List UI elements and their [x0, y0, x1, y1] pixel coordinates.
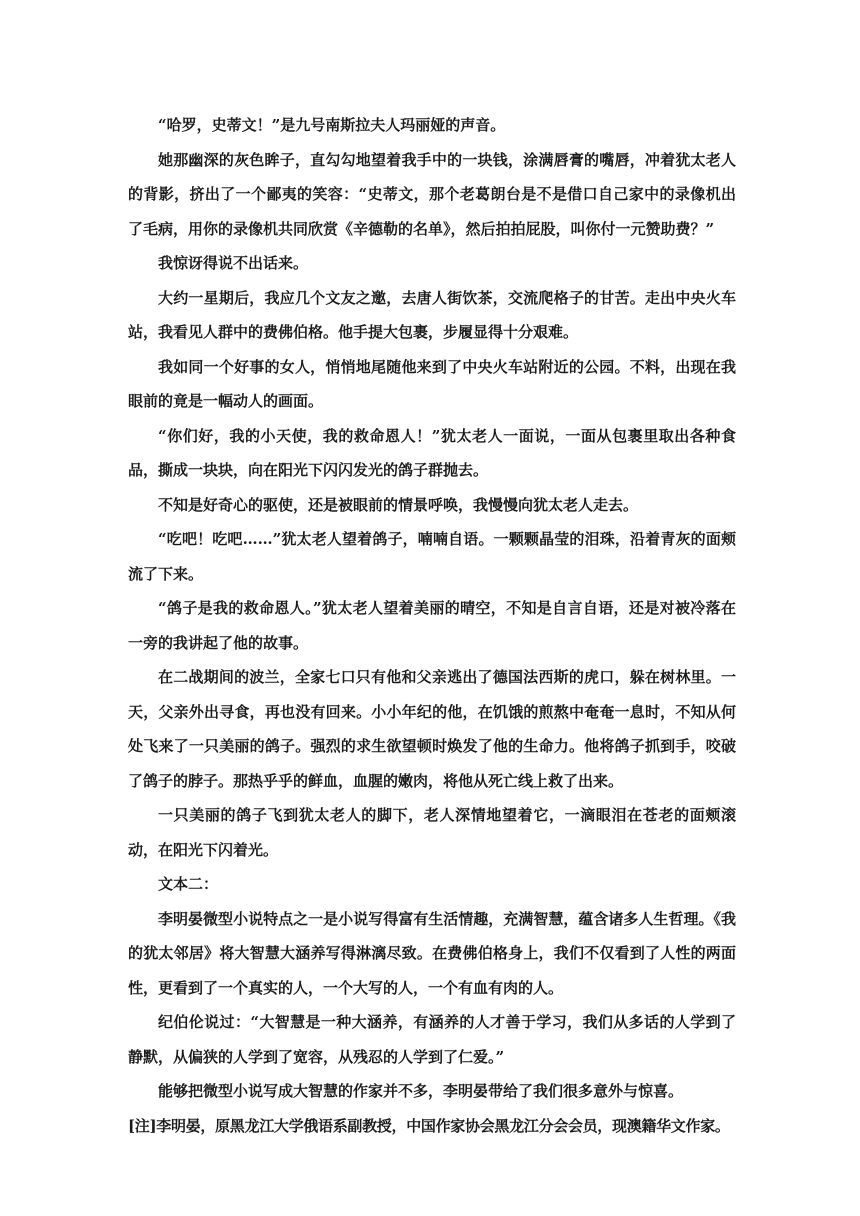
- paragraph-4: 大约一星期后，我应几个文友之邀，去唐人街饮茶，交流爬格子的甘苦。走出中央火车站，我看见人群中的费佛伯格。他手提大包裹，步履显得十分艰难。: [128, 288, 736, 341]
- paragraph-14: 能够把微型小说写成大智慧的作家并不多，李明晏带给了我们很多意外与惊喜。: [158, 1082, 684, 1100]
- paragraph-8: “吃吧！吃吧……”犹太老人望着鸽子，喃喃自语。一颗颗晶莹的泪珠，沿着青灰的面颊流了下来。: [128, 530, 736, 583]
- paragraph-9: “鸽子是我的救命恩人。”犹太老人望着美丽的晴空，不知是自言自语，还是对被冷落在一旁的我讲起了他的故事。: [128, 599, 736, 652]
- author-note: [注]李明晏，原黑龙江大学俄语系副教授，中国作家协会黑龙江分会会员，现澳籍华文作家。: [128, 1116, 730, 1135]
- paragraph-11: 一只美丽的鸽子飞到犹太老人的脚下，老人深情地望着它，一滴眼泪在苍老的面颊滚动，在阳光下闪着光。: [128, 806, 736, 859]
- paragraph-1: “哈罗，史蒂文！”是九号南斯拉夫人玛丽娅的声音。: [158, 116, 506, 134]
- paragraph-13: 纪伯伦说过：“大智慧是一种大涵养，有涵养的人才善于学习，我们从多话的人学到了静默，从偏狭的人学到了宽容，从残忍的人学到了仁爱。”: [128, 1013, 736, 1066]
- paragraph-12: 李明晏微型小说特点之一是小说写得富有生活情趣，充满智慧，蕴含诸多人生哲理。《我的犹太邻居》将大智慧大涵养写得淋漓尽致。在费佛伯格身上，我们不仅看到了人性的两面性，更看到了一个真实的人，一个大写的人，一个有血有肉的人。: [128, 909, 736, 997]
- paragraph-5: 我如同一个好事的女人，悄悄地尾随他来到了中央火车站附近的公园。不料，出现在我眼前的竟是一幅动人的画面。: [128, 357, 736, 410]
- document-body: [128, 108, 736, 1143]
- paragraph-6: “你们好，我的小天使，我的救命恩人！”犹太老人一面说，一面从包裹里取出各种食品，撕成一块块，向在阳光下闪闪发光的鸽子群抛去。: [128, 426, 736, 479]
- paragraph-10: 在二战期间的波兰，全家七口只有他和父亲逃出了德国法西斯的虎口，躲在树林里。一天，父亲外出寻食，再也没有回来。小小年纪的他，在饥饿的煎熬中奄奄一息时，不知从何处飞来了一只美丽的鸽子。强烈的求生欲望顿时焕发了他的生命力。他将鸽子抓到手，咬破了鸽子的脖子。那热乎乎的鲜血，血腥的嫩肉，将他从死亡线上救了出来。: [128, 668, 736, 790]
- paragraph-3: 我惊讶得说不出话来。: [158, 254, 309, 272]
- paragraph-7: 不知是好奇心的驱使，还是被眼前的情景呼唤，我慢慢向犹太老人走去。: [158, 495, 639, 514]
- section-heading-text-two: 文本二：: [158, 875, 219, 893]
- paragraph-2: 她那幽深的灰色眸子，直勾勾地望着我手中的一块钱，涂满唇膏的嘴唇，冲着犹太老人的背影，挤出了一个鄙夷的笑容：“史蒂文，那个老葛朗台是不是借口自己家中的录像机出了毛病，用你的录像机共同欣赏《辛德勒的名单》，然后拍拍屁股，叫你付一元赞助费？”: [128, 150, 736, 238]
